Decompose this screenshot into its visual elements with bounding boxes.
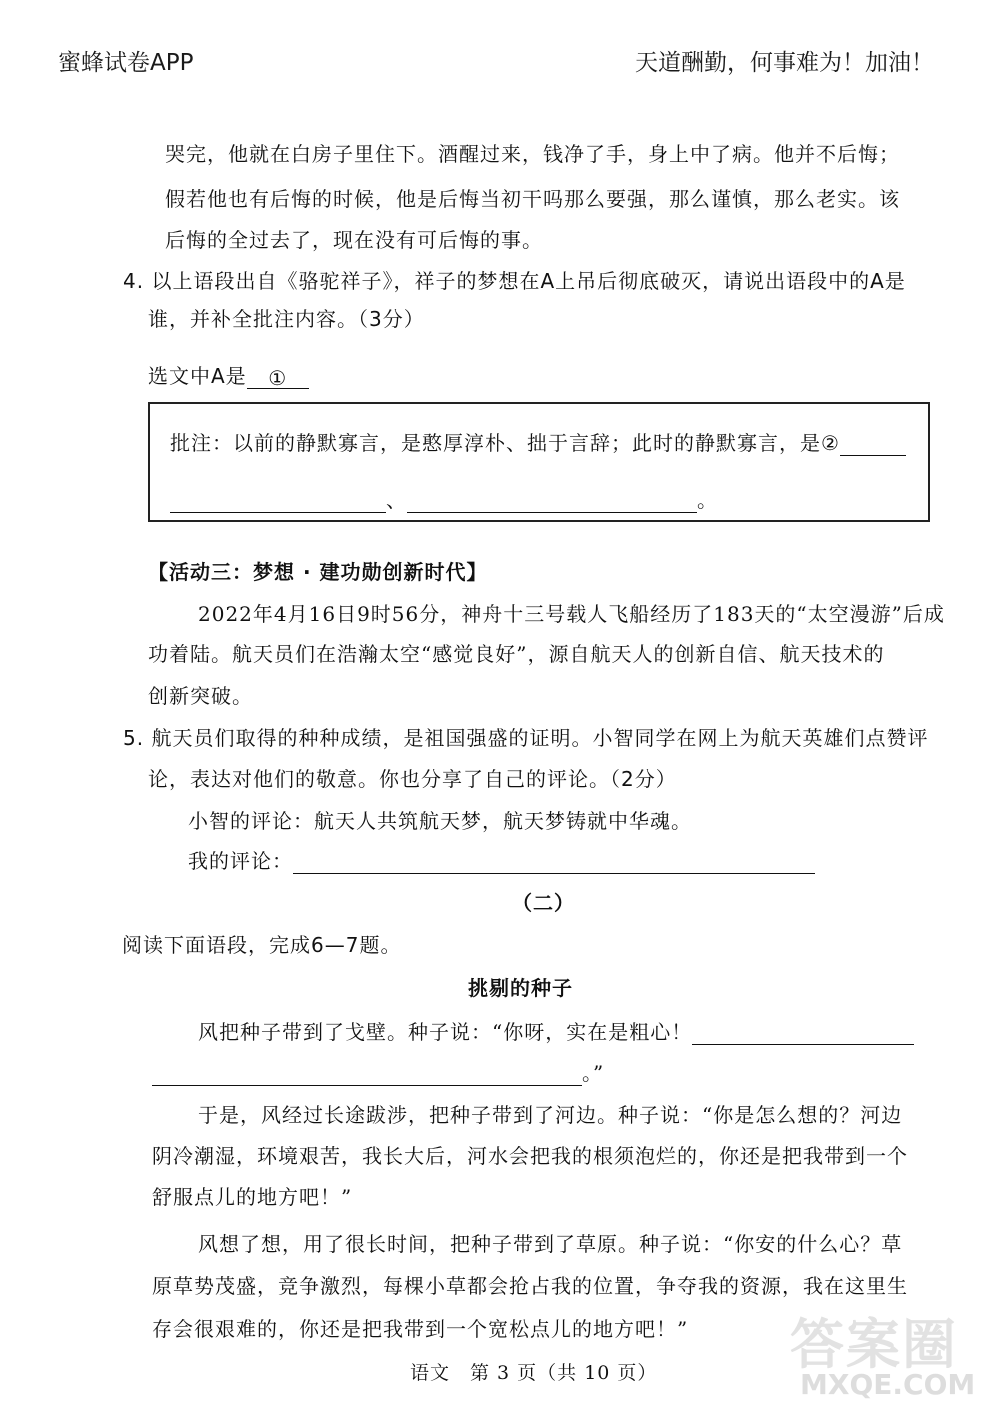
story-line (198, 1016, 914, 1045)
story-line: 舒服点儿的地方吧！” (152, 1185, 353, 1209)
activity-3-line: 创新突破。 (148, 684, 253, 708)
story-line: 阴冷潮湿，环境艰苦，我长大后，河水会把我的根须泡烂的，你还是把我带到一个 (152, 1144, 908, 1168)
story-text: 风把种子带到了戈壁。种子说：“你呀，实在是粗心！ (198, 1020, 693, 1044)
activity-3-line: 功着陆。航天员们在浩瀚太空“感觉良好”，源自航天人的创新自信、航天技术的 (148, 642, 885, 666)
annotation-line-1 (170, 427, 906, 456)
answer-label: 选文中A是 (148, 364, 247, 388)
answer-row-a (148, 360, 309, 389)
story-title: 挑剔的种子 (468, 976, 573, 1000)
app-brand: 蜜蜂试卷APP (58, 50, 194, 76)
xiaozhi-comment: 小智的评论：航天人共筑航天梦，航天梦铸就中华魂。 (188, 809, 692, 833)
question-5-text: 5. 航天员们取得的种种成绩，是祖国强盛的证明。小智同学在网上为航天英雄们点赞评 (123, 726, 929, 750)
passage-line: 哭完，他就在白房子里住下。酒醒过来，钱净了手，身上中了病。他并不后悔； (165, 142, 900, 166)
passage-line: 后悔的全过去了，现在没有可后悔的事。 (165, 228, 543, 252)
passage-line: 假若他也有后悔的时候，他是后悔当初干吗那么要强，那么谨慎，那么老实。该 (165, 187, 900, 211)
annotation-text: 批注：以前的静默寡言，是憨厚淳朴、拙于言辞；此时的静默寡言，是② (170, 431, 840, 455)
annotation-blank-2a[interactable] (840, 433, 906, 456)
answer-blank-1[interactable] (247, 366, 309, 389)
story-line: 风想了想，用了很长时间，把种子带到了草原。种子说：“你安的什么心？草 (198, 1232, 903, 1256)
section-2-instruction: 阅读下面语段，完成6—7题。 (122, 933, 402, 957)
question-4-text: 4. 以上语段出自《骆驼祥子》，祥子的梦想在A上吊后彻底破灭，请说出语段中的A是 (123, 269, 906, 293)
annotation-line-2 (170, 484, 718, 513)
section-2-heading: （二） (512, 891, 575, 915)
question-4-text: 谁，并补全批注内容。（3分） (148, 307, 425, 331)
blank-marker: ① (268, 366, 288, 390)
page-footer: 语文 第 3 页（共 10 页） (410, 1362, 658, 1384)
story-line (152, 1057, 604, 1086)
story-blank-2[interactable] (152, 1063, 582, 1086)
story-line: 于是，风经过长途跋涉，把种子带到了河边。种子说：“你是怎么想的？河边 (198, 1103, 903, 1127)
story-blank-1[interactable] (692, 1022, 914, 1045)
annotation-end: 。 (697, 488, 718, 512)
watermark-domain: MXQE.COM (800, 1368, 976, 1401)
story-text-end: 。” (582, 1061, 605, 1085)
story-line: 原草势茂盛，竞争激烈，每棵小草都会抢占我的位置，争夺我的资源，我在这里生 (152, 1274, 908, 1298)
my-comment-blank[interactable] (293, 851, 815, 874)
story-line: 存会很艰难的，你还是把我带到一个宽松点儿的地方吧！” (152, 1317, 689, 1341)
watermark-logo: 答案圈 (790, 1313, 958, 1376)
activity-3-line: 2022年4月16日9时56分，神舟十三号载人飞船经历了183天的“太空漫游”后成 (198, 602, 945, 626)
my-comment-row (188, 845, 815, 874)
question-5-text: 论，表达对他们的敬意。你也分享了自己的评论。（2分） (148, 767, 677, 791)
activity-3-title: 【活动三：梦想 · 建功勋创新时代】 (148, 560, 488, 584)
motto: 天道酬勤，何事难为！加油！ (635, 50, 934, 76)
annotation-blank-2c[interactable] (407, 490, 697, 513)
my-comment-label: 我的评论： (188, 849, 293, 873)
annotation-separator: 、 (386, 488, 407, 512)
annotation-blank-2b[interactable] (170, 490, 386, 513)
